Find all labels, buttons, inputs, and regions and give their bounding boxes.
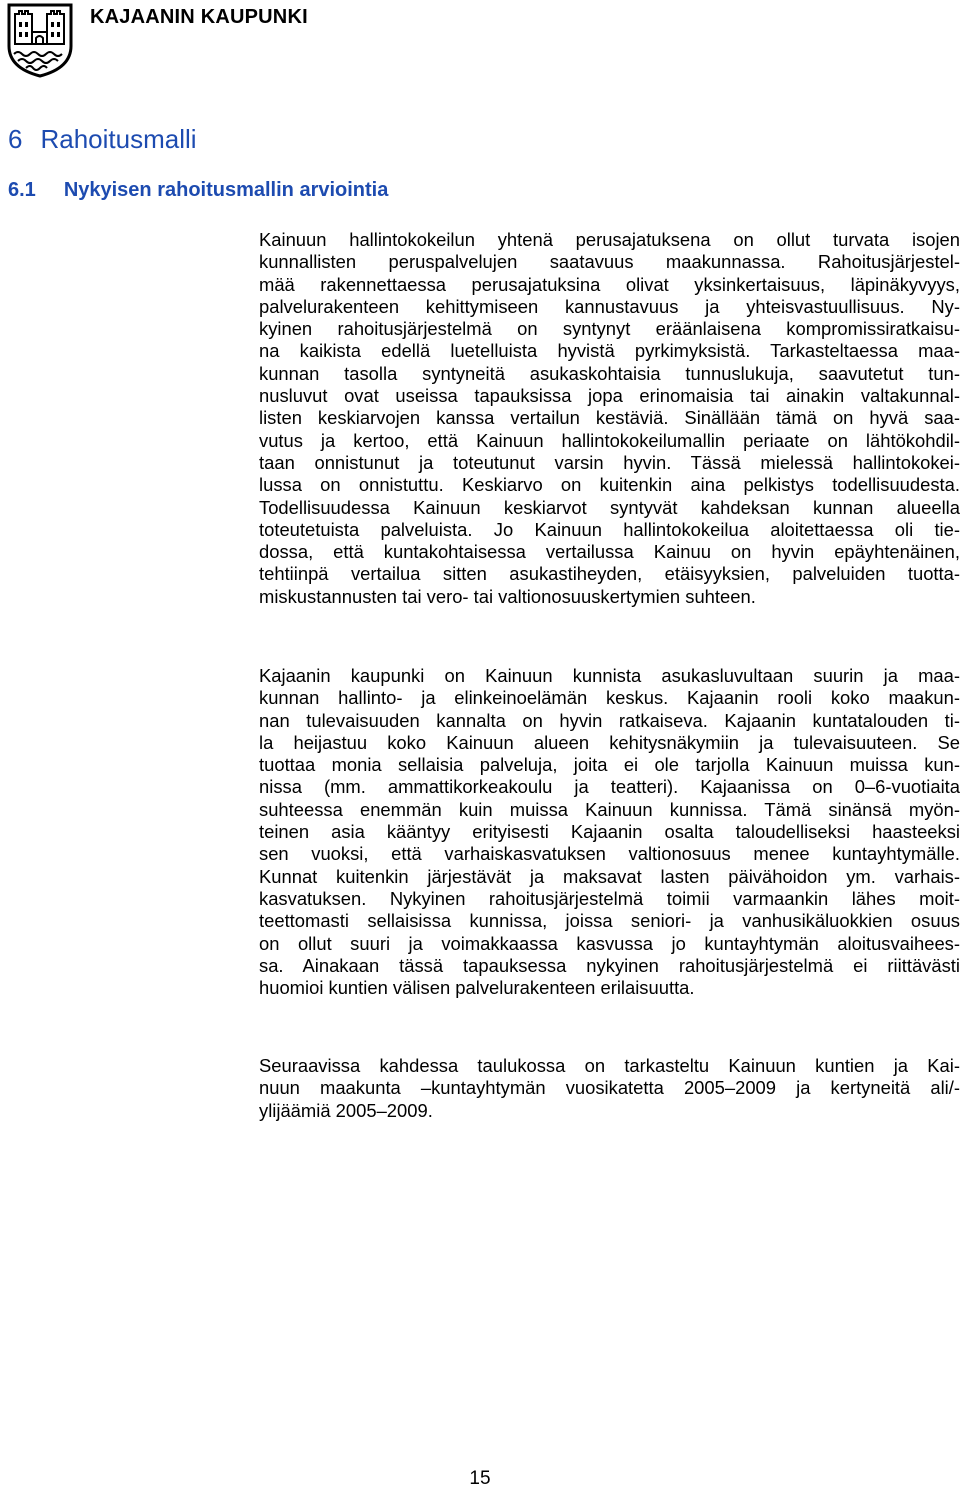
text-line: tehtiinpä vertailua sitten asukastiheyden, etäisyyksien, palveluiden tuotta- — [259, 563, 960, 585]
text-line: teettomasti sellaisissa kunnissa, joissa seniori- ja vanhusikäluokkien osuus — [259, 910, 960, 932]
text-line: ylijäämiä 2005–2009. — [259, 1099, 433, 1121]
text-line: Todellisuudessa Kainuun keskiarvot syntyvät kahdeksan kunnan alueella — [259, 496, 960, 518]
text-line: huomioi kuntien välisen palvelurakenteen erilaisuutta. — [259, 977, 695, 999]
text-line: kyinen rahoitusjärjestelmä on syntynyt eräänlaisena kompromissiratkaisu- — [259, 318, 960, 340]
text-line: kasvatuksen. Nykyinen rahoitusjärjestelmä toimii varmaankin lähes moit- — [259, 887, 960, 909]
section-heading — [8, 179, 388, 202]
text-line: Kunnat kuitenkin järjestävät ja maksavat lasten päivähoidon ym. varhais- — [259, 865, 960, 887]
text-line: sa. Ainakaan tässä tapauksessa nykyinen rahoitusjärjestelmä ei riittävästi — [259, 954, 960, 976]
text-line: kunnallisten peruspalvelujen saatavuus maakunnassa. Rahoitusjärjestel- — [259, 251, 960, 273]
kajaani-coat-of-arms-icon — [6, 2, 74, 78]
text-line: nuun maakunta –kuntayhtymän vuosikatetta 2005–2009 ja kertyneitä ali/- — [259, 1077, 960, 1099]
page-number: 15 — [469, 1468, 491, 1489]
section-number: 6.1 — [8, 179, 36, 201]
text-line: vutus ja kertoo, että Kainuun hallintokokeilumallin periaate on lähtökohdil- — [259, 429, 960, 451]
chapter-title: Rahoitusmalli — [40, 124, 197, 154]
text-line: listen keskiarvojen kanssa vertailun kestäviä. Sinällään tämä on hyvä saa- — [259, 407, 960, 429]
text-line: lussa on onnistuttu. Keskiarvo on kuitenkin aina pelkistys todellisuudesta. — [259, 474, 960, 496]
text-line: palvelurakenteen kehittymiseen kannustavuus ja yhteisvastuullisuus. Ny- — [259, 295, 960, 317]
text-line: Kainuun hallintokokeilun yhtenä perusajatuksena on ollut turvata isojen — [259, 229, 960, 250]
section-title: Nykyisen rahoitusmallin arviointia — [63, 179, 389, 201]
text-line: na kaikista edellä luetelluista hyvistä pyrkimyksistä. Tarkasteltaessa maa- — [259, 340, 960, 362]
text-line: miskustannusten tai vero- tai valtionosuuskertymien suhteen. — [259, 585, 756, 607]
text-line: nissa (mm. ammattikorkeakoulu ja teatteri). Kajaanissa on 0–6-vuotiaita — [259, 776, 960, 798]
text-line: la heijastuu koko Kainuun alueen kehitysnäkymiin ja tulevaisuuteen. Se — [259, 731, 960, 753]
text-line: nusluvut ovat useissa tapauksissa jopa erinomaisia tai ainakin valtakunnal- — [259, 385, 960, 407]
text-line: mää rakennettaessa perusajatuksina olivat yksinkertaisuus, läpinäkyvyys, — [259, 273, 960, 295]
text-line: toteutetuista palveluista. Jo Kainuun hallintokokeilua aloitettaessa oli tie- — [259, 518, 960, 540]
text-line: kunnan tasolla syntyneitä asukaskohtaisia tunnuslukuja, saavutetut tun- — [259, 362, 960, 384]
text-line: tuottaa monia sellaisia palveluja, joita ei ole tarjolla Kainuun muissa kun- — [259, 754, 960, 776]
text-line: Seuraavissa kahdessa taulukossa on tarkasteltu Kainuun kuntien ja Kai- — [259, 1055, 960, 1076]
text-line: on ollut suuri ja voimakkaassa kasvussa jo kuntayhtymän aloitusvaihees- — [259, 932, 960, 954]
text-line: teinen asia kääntyy erityisesti Kajaanin osalta taloudelliseksi haasteeksi — [259, 821, 960, 843]
paragraph-2 — [259, 665, 960, 999]
text-line: suhteessa enemmän kuin muissa Kainuun kunnissa. Tämä sinänsä myön- — [259, 798, 960, 820]
text-line: dossa, että kuntakohtaisessa vertailussa Kainuu on hyvin epäyhtenäinen, — [259, 541, 960, 563]
chapter-number: 6 — [8, 124, 23, 154]
chapter-heading — [8, 124, 197, 155]
text-line: nan tulevaisuuden kannalta on hyvin ratkaiseva. Kajaanin kuntatalouden ti- — [259, 709, 960, 731]
text-line: taan onnistunut ja toteutunut varsin hyvin. Tässä mielessä hallintokokei- — [259, 451, 960, 473]
page-header — [6, 2, 308, 78]
text-line: kunnan hallinto- ja elinkeinoelämän keskus. Kajaanin rooli koko maakun- — [259, 687, 960, 709]
text-line: sen vuoksi, että varhaiskasvatuksen valtionosuus menee kuntayhtymälle. — [259, 843, 960, 865]
paragraph-3 — [259, 1055, 960, 1122]
paragraph-1 — [259, 229, 960, 608]
text-line: Kajaanin kaupunki on Kainuun kunnista asukasluvultaan suurin ja maa- — [259, 665, 960, 686]
organization-name: KAJAANIN KAUPUNKI — [90, 6, 308, 28]
